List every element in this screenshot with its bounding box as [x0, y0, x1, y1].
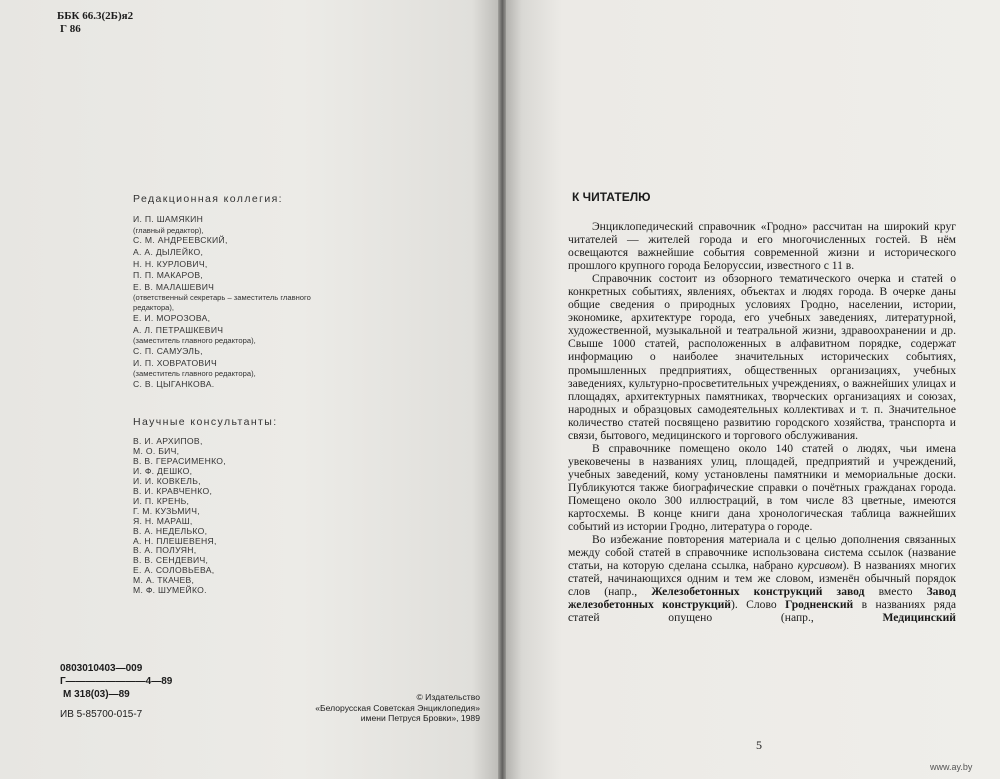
- imprint-line-2: «Белорусская Советская Энциклопедия»: [315, 702, 480, 713]
- consultant-name: А. Н. ПЛЕШЕВЕНЯ,: [133, 535, 217, 546]
- consultants-heading: Научные консультанты:: [133, 416, 278, 428]
- p4-text-a: Во избежание повторения материала и с целью дополнения связанных между собой статей в справочнике использована система ссылок (название статьи, на которую сделана ссылка, набрано: [568, 533, 956, 573]
- consultant-name: В. И. АРХИПОВ,: [133, 436, 203, 446]
- board-member-name: П. П. МАКАРОВ,: [133, 270, 204, 281]
- p4-bold-3: Гродненский: [785, 598, 854, 612]
- board-member-name: И. П. ШАМЯКИН: [133, 214, 204, 224]
- consultant-name: Г. М. КУЗЬМИЧ,: [133, 505, 200, 516]
- board-member-role: (ответственный секретарь – заместитель главного редактора),: [133, 293, 311, 313]
- board-member-role: (заместитель главного редактора),: [133, 336, 256, 346]
- watermark: www.ay.by: [930, 762, 973, 772]
- consultant-name: М. Ф. ШУМЕЙКО.: [133, 585, 207, 596]
- board-member-name: А. А. ДЫЛЕЙКО,: [133, 246, 204, 257]
- paragraph-1: Энциклопедический справочник «Гродно» рассчитан на широкий круг читателей — жителей города и его многочисленных гостей. В нём освещаются важнейшие события современной жизни и исторического прошлого крупного города Белоруссии, известного с 11 в.: [568, 220, 956, 273]
- consultant-name: В. А. НЕДЕЛЬКО,: [133, 525, 208, 536]
- imprint-line-3: имени Петруся Бровки», 1989: [360, 713, 480, 723]
- editorial-board-list: [133, 214, 333, 391]
- p4-text-b: ). В названиях многих статей, начинающихся одним и тем же словом, изменён обычный порядок слов (напр.,: [568, 559, 957, 599]
- book-gutter: [498, 0, 506, 779]
- paragraph-3: В справочнике помещено около 140 статей о людях, чьи имена увековечены в названиях улиц, площадей, предприятий и учреждений, учебных заведений, кому установлены памятники и мемориальные доски. Публикуются также биографические справки о почётных гражданах города. Помещено около 300 иллюстраций, в том числе 83 цветные, имеются картосхемы. В конце книги дана хронологическая таблица важнейших событий из истории Гродно, литература о городе.: [568, 441, 956, 534]
- p4-bold-4: Медицинский: [882, 611, 956, 625]
- code-line-1: 0803010403—009: [60, 663, 143, 674]
- board-member-role: (главный редактор),: [133, 225, 204, 235]
- consultant-name: И. Ф. ДЕШКО,: [133, 465, 193, 476]
- isbn: ИВ 5-85700-015-7: [60, 709, 143, 720]
- consultants-list: [133, 437, 226, 596]
- catalog-codes: [60, 662, 172, 701]
- consultant-name: В. И. КРАВЧЕНКО,: [133, 485, 213, 496]
- board-member-name: Н. Н. КУРЛОВИЧ,: [133, 258, 208, 269]
- p4-bold-2: Завод железобетонных конструкций: [568, 585, 956, 612]
- author-mark: Г 86: [60, 23, 81, 35]
- editorial-board-heading: Редакционная коллегия:: [133, 193, 283, 205]
- consultant-name: Я. Н. МАРАШ,: [133, 515, 193, 526]
- board-member-role: (заместитель главного редактора),: [133, 369, 256, 379]
- consultant-name: В. А. ПОЛУЯН,: [133, 545, 197, 556]
- code-line-2: Г————————4—89: [60, 676, 173, 687]
- bbk-code: ББК 66.3(2Б)я2: [57, 10, 134, 22]
- consultant-name: И. П. КРЕНЬ,: [133, 495, 190, 506]
- board-member-name: С. В. ЦЫГАНКОВА.: [133, 378, 215, 389]
- preface-title: К ЧИТАТЕЛЮ: [572, 190, 651, 204]
- p4-text-d: ). Слово: [730, 598, 786, 612]
- board-member-name: С. П. САМУЭЛЬ,: [133, 345, 203, 356]
- board-member-name: Е. В. МАЛАШЕВИЧ: [133, 281, 215, 292]
- consultant-name: М. О. БИЧ,: [133, 445, 180, 456]
- p4-italic: курсивом: [797, 559, 843, 573]
- board-member-name: И. П. ХОВРАТОВИЧ: [133, 357, 217, 368]
- paragraph-4: [568, 533, 956, 624]
- page-number: 5: [756, 738, 762, 752]
- consultant-name: И. И. КОВКЕЛЬ,: [133, 475, 201, 486]
- board-member-name: А. Л. ПЕТРАШКЕВИЧ: [133, 324, 224, 335]
- p4-text-c: вместо: [864, 585, 927, 599]
- paragraph-2: Справочник состоит из обзорного тематического очерка и статей о конкретных событиях, явлениях, объектах и людях города. В очерке даны общие сведения о природных условиях Гродно, населении, истории, экономике, архитектуре города, его учебных заведениях, литературной, художественной, музыкальной и театральной жизни, здравоохранении и др. Свыше 1000 статей, расположенных в алфавитном порядке, содержат информацию о наиболее значительных исторических событиях, промышленных предприятиях, общественных организациях, учебных заведениях, культурно-просветительных учреждениях, о важнейших улицах и площадях, архитектурных памятниках, творческих организациях и союзах, народных и образцовых самодеятельных коллективах и т. п. Значительное количество статей посвящено развитию городского хозяйства, транспорта и связи, бытового, медицинского и торгового обслуживания.: [568, 272, 956, 442]
- board-member-name: Е. И. МОРОЗОВА,: [133, 312, 211, 323]
- classification-code: [57, 10, 133, 36]
- code-line-3: М 318(03)—89: [63, 689, 130, 700]
- publisher-imprint: [300, 692, 480, 724]
- consultant-name: В. В. СЕНДЕВИЧ,: [133, 555, 209, 566]
- preface-body: [568, 220, 956, 624]
- imprint-line-1: © Издательство: [416, 692, 480, 702]
- consultant-name: В. В. ГЕРАСИМЕНКО,: [133, 455, 226, 466]
- consultant-name: М. А. ТКАЧЕВ,: [133, 575, 195, 586]
- p4-text-e: в названиях ряда статей опущено (напр.,: [568, 598, 956, 625]
- consultant-name: Е. А. СОЛОВЬЕВА,: [133, 565, 215, 576]
- board-member-name: С. М. АНДРЕЕВСКИЙ,: [133, 235, 228, 246]
- p4-bold-1: Железобетонных конструкций завод: [651, 585, 865, 599]
